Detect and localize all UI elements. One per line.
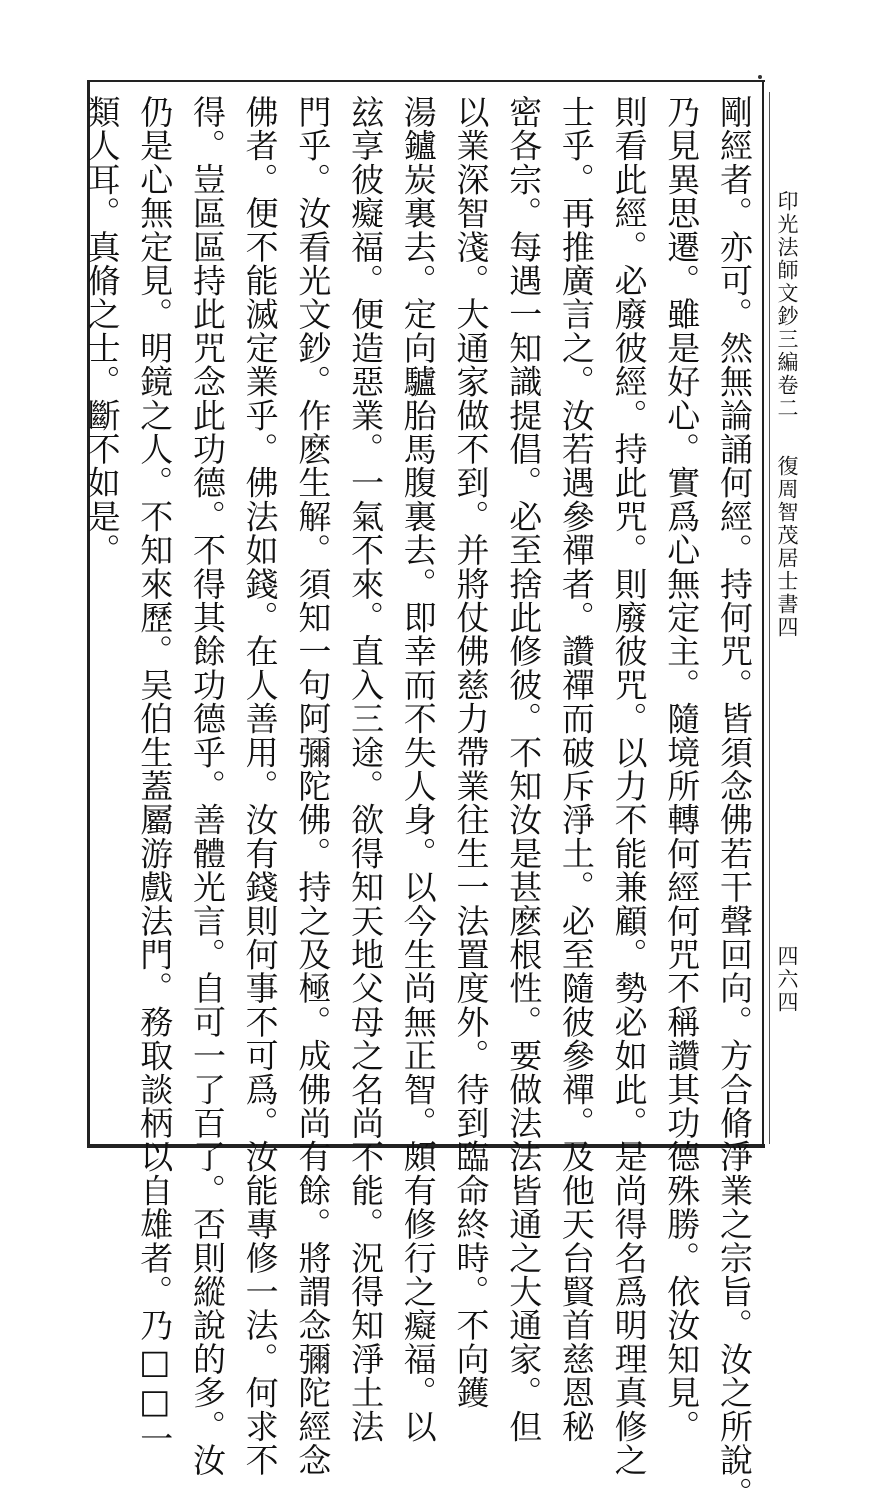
body-text: 剛經者。亦可。然無論誦何經。持何咒。皆須念佛若干聲回向。方合脩淨業之宗旨。汝之所說。 乃見異思遷。雖是好心。實爲心無定主。隨境所轉何經何咒不稱讚其功德殊勝。依汝知見。 則看此經。必廢彼經。持此咒。則廢彼咒。以力不能兼顧。勢必如此。是尚得名爲明理真修之 士乎。再推廣言之。汝若遇參禪者。讚禪而破斥淨土。必至隨彼參禪。及他天台賢首慈恩秘 密各宗。每遇一知識提倡。必至捨此修彼。不知汝是甚麽根性。要做法法皆通之大通家。但 以業深智淺。大通家做不到。并將仗佛慈力帶業往生一法置度外。待到臨命終時。不向鑊 湯鑪炭裏去。定向驢胎馬腹裏去。即幸而不失人身。以今生尚無正智。頗有修行之癡福。以 玆享彼癡福。便造惡業。一氣不來。直入三途。欲得知天地父母之名尚不能。況得知淨土法 門乎。汝看光文鈔。作麽生解。須知一句阿彌陀佛。持之及極。成佛尚有餘。將謂念彌陀經念 佛者。便不能滅定業乎。佛法如錢。在人善用。汝有錢則何事不可爲。汝能專修一法。何求不 得。豈區區持此咒念此功德。不得其餘功德乎。善體光言。自可一了百了。否則縱說的多。汝 仍是心無定見。明鏡之人。不知來歷。吴伯生蓋屬游戲法門。務取談柄以自雄者。乃□□一 類人耳。真脩之士。斷不如是。 <box>82 95 754 1510</box>
outer-rule <box>769 92 770 1144</box>
inner-rule <box>762 80 764 1146</box>
page-header <box>772 190 800 1070</box>
book-title: 印光法師文鈔三編卷二 <box>775 190 799 420</box>
top-mark <box>758 75 762 79</box>
page-number: 四六四 <box>775 945 799 1014</box>
section-title: 復周智茂居士書四 <box>775 455 799 639</box>
